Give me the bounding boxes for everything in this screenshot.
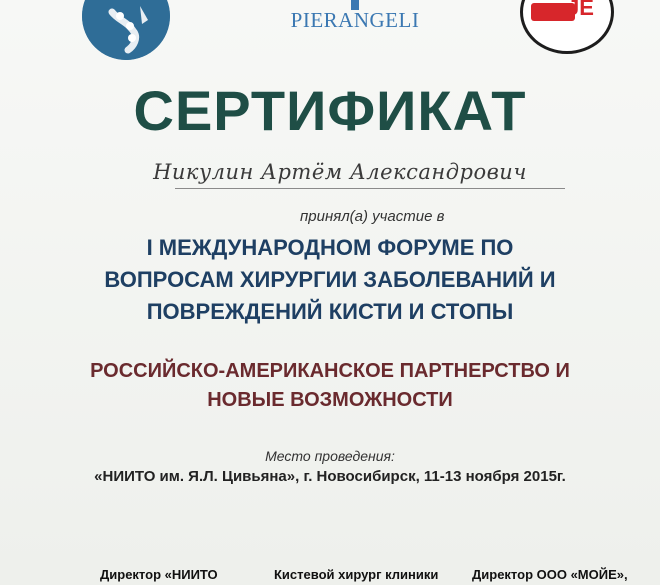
signature-hand-surgeon: Кистевой хирург клиники [274, 567, 439, 582]
forum-subtitle-line: НОВЫЕ ВОЗМОЖНОСТИ [207, 389, 453, 411]
signature-director-niito: Директор «НИИТО [100, 567, 218, 582]
forum-title-line: ПОВРЕЖДЕНИЙ КИСТИ И СТОПЫ [146, 298, 514, 324]
forum-title [60, 232, 600, 328]
certificate-title: СЕРТИФИКАТ [133, 79, 527, 142]
participation-text: принял(а) участие в [300, 208, 445, 225]
moje-logo-text: JE [567, 0, 594, 20]
signature-director-moje: Директор ООО «МОЙЕ», [472, 567, 628, 582]
forum-subtitle-line: РОССИЙСКО-АМЕРИКАНСКОЕ ПАРТНЕРСТВО И [90, 360, 570, 382]
recipient-underline [175, 188, 565, 189]
venue-label: Место проведения: [265, 448, 395, 464]
forum-title-line: ВОПРОСАМ ХИРУРГИИ ЗАБОЛЕВАНИЙ И [104, 266, 556, 292]
pierangeli-logo [270, 0, 440, 40]
moje-logo [520, 0, 614, 54]
spine-logo-icon [82, 0, 170, 60]
recipient-name: Никулин Артём Александрович [153, 160, 527, 184]
forum-title-line: I МЕЖДУНАРОДНОМ ФОРУМЕ ПО [146, 235, 514, 260]
pierangeli-logo-text: PIERANGELI [290, 8, 420, 32]
forum-subtitle [40, 357, 620, 415]
venue-text: «НИИТО им. Я.Л. Цивьяна», г. Новосибирск, 11-13 ноября 2015г. [94, 468, 566, 485]
